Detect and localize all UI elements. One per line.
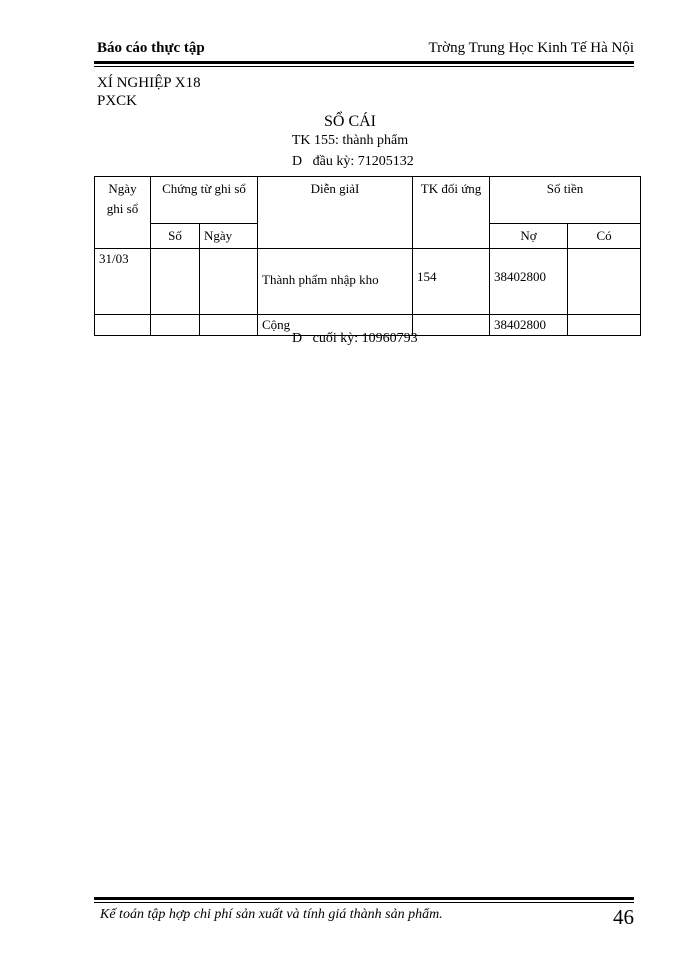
col-header-voucher: Chứng từ ghi sổ [151, 177, 258, 224]
col-header-voucher-no: Số [151, 224, 200, 249]
table-row [95, 249, 641, 315]
total-voucher-date [200, 315, 258, 336]
footer-rule-thin [94, 902, 634, 903]
total-date [95, 315, 151, 336]
col-header-debit: Nợ [490, 224, 568, 249]
row-voucher-date [200, 249, 258, 315]
ledger-account: TK 155: thành phẩm [291, 133, 409, 148]
table-header-row [95, 177, 641, 224]
closing-balance: D cuối kỳ: 10960793 [292, 331, 418, 346]
col-header-voucher-date: Ngày [200, 224, 258, 249]
ledger-title: SỔ CÁI [323, 113, 376, 130]
total-credit [568, 315, 641, 336]
row-debit: 38402800 [490, 249, 568, 315]
row-counter-account: 154 [413, 249, 490, 315]
row-description: Thành phẩm nhập kho [258, 249, 413, 315]
col-header-amount: Số tiền [490, 177, 641, 224]
total-counter-account [413, 315, 490, 336]
opening-balance: D đầu kỳ: 71205132 [292, 154, 414, 169]
footer-rule-thick [94, 897, 634, 900]
row-credit [568, 249, 641, 315]
total-debit: 38402800 [490, 315, 568, 336]
row-date: 31/03 [95, 249, 151, 315]
header-rule-thin [94, 66, 634, 67]
page-header-right: Trờng Trung Học Kinh Tế Hà Nội [428, 40, 634, 56]
total-label: Cộng [258, 315, 413, 336]
header-rule-thick [94, 61, 634, 64]
col-header-date: Ngày ghi sổ [95, 177, 151, 249]
page-header-left: Báo cáo thực tập [97, 40, 205, 56]
workshop-name: PXCK [97, 93, 138, 109]
row-voucher-no [151, 249, 200, 315]
organization-name: XÍ NGHIỆP X18 [97, 75, 201, 91]
organization-block [97, 74, 201, 110]
col-header-counter-account: TK đối ứng [413, 177, 490, 249]
col-header-description: Diễn giảI [258, 177, 413, 249]
total-voucher-no [151, 315, 200, 336]
page-number: 46 [613, 905, 634, 929]
ledger-table [94, 176, 641, 336]
page-footer-text: Kế toán tập hợp chi phí sản xuất và tính giá thành sản phẩm. [100, 907, 443, 922]
col-header-credit: Có [568, 224, 641, 249]
